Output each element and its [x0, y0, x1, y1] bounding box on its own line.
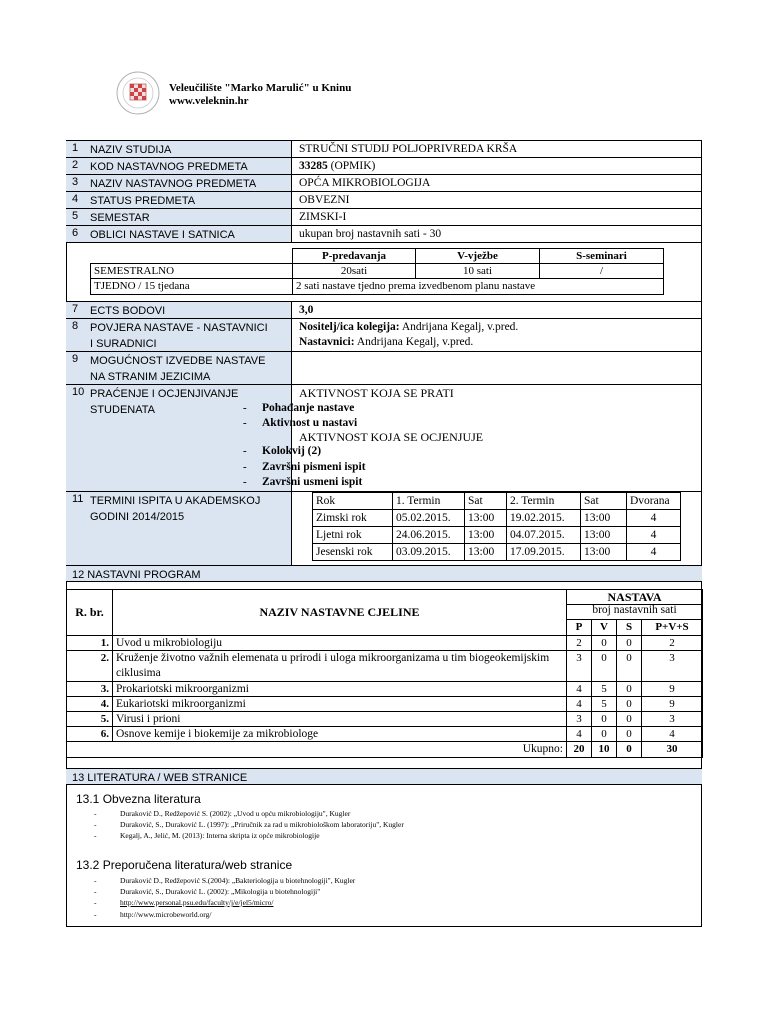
program-row-v: 5 — [591, 681, 617, 697]
exam-header-cell: Rok — [312, 492, 393, 510]
program-row-name: Uvod u mikrobiologiju — [112, 635, 567, 651]
hours-semestral-label: SEMESTRALNO — [90, 263, 293, 279]
exam-cell: 13:00 — [464, 526, 507, 544]
graded-activity-item: Kolokvij (2) — [262, 445, 322, 457]
exam-cell: 4 — [626, 543, 681, 561]
exam-cell: Ljetni rok — [312, 526, 393, 544]
row-study-name — [66, 140, 702, 157]
hours-semestral-lectures: 20sati — [292, 263, 416, 279]
hours-header-seminars: S-seminari — [539, 248, 664, 264]
hours-header-lectures: P-predavanja — [292, 248, 416, 264]
exam-cell: 17.09.2015. — [506, 543, 581, 561]
program-row-p: 4 — [566, 726, 592, 742]
row-label: KOD NASTAVNOG PREDMETA — [90, 161, 248, 173]
program-title-bar — [66, 565, 702, 582]
row-value: OBVEZNI — [299, 194, 350, 206]
row-ects: 7 ECTS BODOVI 3,0 — [66, 301, 702, 318]
program-header-unit: NAZIV NASTAVNE CJELINE — [112, 589, 567, 636]
institution-website[interactable]: www.veleknin.hr — [169, 95, 249, 107]
exam-cell: 13:00 — [580, 543, 627, 561]
row-number: 6 — [72, 227, 79, 239]
program-row-p: 4 — [566, 681, 592, 697]
mandatory-literature-title: 13.1 Obvezna literatura — [76, 792, 201, 806]
course-holder: Nositelj/ica kolegija: Andrijana Kegalj, v.pred. — [299, 321, 519, 333]
exam-header-cell: Dvorana — [626, 492, 681, 510]
program-row-s: 0 — [616, 650, 642, 682]
web-link[interactable]: http://www.personal.psu.edu/faculty/j/e/jel5/micro/ — [120, 898, 274, 907]
row-number: 3 — [72, 176, 79, 188]
hours-weekly-label: TJEDNO / 15 tjedana — [90, 278, 293, 295]
row-value: ZIMSKI-I — [299, 211, 347, 223]
tracked-activity-item: Pohađanje nastave — [262, 402, 355, 414]
literature-item: Duraković D., Redžepović S.(2004): „Bakteriologija u biotehnologiji", Kugler — [120, 876, 356, 885]
row-course-name — [66, 174, 702, 191]
program-row-number: 1. — [66, 635, 113, 651]
program-col-s: S — [616, 619, 642, 636]
tracked-activity-title: AKTIVNOST KOJA SE PRATI — [299, 386, 454, 400]
exam-header-cell: 1. Termin — [392, 492, 465, 510]
row-label: NAZIV STUDIJA — [90, 144, 172, 156]
graded-activity-title: AKTIVNOST KOJA SE OCJENJUJE — [299, 430, 484, 444]
row-number: 4 — [72, 193, 79, 205]
program-row-s: 0 — [616, 726, 642, 742]
program-col-v: V — [591, 619, 617, 636]
program-row-p: 3 — [566, 711, 592, 727]
row-value: 33285 (OPMIK) — [299, 160, 376, 172]
program-total-sum: 30 — [641, 741, 703, 758]
program-total-p: 20 — [566, 741, 592, 758]
program-row-s: 0 — [616, 696, 642, 712]
program-row-s: 0 — [616, 711, 642, 727]
program-row-number: 4. — [66, 696, 113, 712]
row-value: OPĆA MIKROBIOLOGIJA — [299, 177, 431, 189]
institution-logo-icon — [115, 70, 161, 116]
program-row-name: Eukariotski mikroorganizmi — [112, 696, 567, 712]
row-assessment: 10 PRAĆENJE I OCJENJIVANJE STUDENATA AKTIVNOST KOJA SE PRATI AKTIVNOST KOJA SE OCJENJUJE — [66, 384, 702, 491]
program-col-total: P+V+S — [641, 619, 703, 636]
literature-title-bar — [66, 768, 702, 785]
program-header-nastava: NASTAVA — [566, 589, 703, 605]
program-row-total: 9 — [641, 696, 703, 712]
exam-header-cell: Sat — [464, 492, 507, 510]
program-row-total: 9 — [641, 681, 703, 697]
row-course-code — [66, 157, 702, 174]
exam-cell: 4 — [626, 526, 681, 544]
graded-activity-item: Završni pismeni ispit — [262, 461, 366, 473]
program-row-name: Prokariotski mikroorganizmi — [112, 681, 567, 697]
literature-item: Kegalj, A., Jelić, M. (2013): Interna skripta iz opće mikrobiologije — [120, 831, 320, 840]
row-label: OBLICI NASTAVE I SATNICA — [90, 229, 235, 241]
program-header-rbr: R. br. — [66, 589, 113, 636]
program-total-v: 10 — [591, 741, 617, 758]
row-exam-dates: 11 TERMINI ISPITA U AKADEMSKOJ GODINI 2014/2015 — [66, 491, 702, 565]
program-row-v: 0 — [591, 711, 617, 727]
program-row-name: Osnove kemije i biokemije za mikrobiologe — [112, 726, 567, 742]
hours-weekly-value: 2 sati nastave tjedno prema izvedbenom planu nastave — [292, 278, 664, 295]
program-total-s: 0 — [616, 741, 642, 758]
program-header-hours: broj nastavnih sati — [566, 603, 703, 620]
exam-cell: 13:00 — [464, 543, 507, 561]
ects-value: 3,0 — [299, 304, 314, 316]
program-title: 12 NASTAVNI PROGRAM — [72, 569, 201, 581]
row-semester — [66, 208, 702, 225]
program-row-total: 2 — [641, 635, 703, 651]
program-row-v: 5 — [591, 696, 617, 712]
row-label: STATUS PREDMETA — [90, 195, 196, 207]
row-teaching-staff: 8 POVJERA NASTAVE - NASTAVNICI I SURADNICI Nositelj/ica kolegija: Andrijana Kegalj, v.pred. Nastavnici: Andrijana Kegalj, v.pred. — [66, 318, 702, 351]
program-row-v: 0 — [591, 650, 617, 682]
program-row-number: 2. — [66, 650, 113, 682]
tracked-activity-item: Aktivnost u nastavi — [262, 417, 358, 429]
exam-cell: 04.07.2015. — [506, 526, 581, 544]
recommended-literature-title: 13.2 Preporučena literatura/web stranice — [76, 858, 293, 872]
graded-activity-item: Završni usmeni ispit — [262, 476, 363, 488]
course-teachers: Nastavnici: Andrijana Kegalj, v.pred. — [299, 336, 474, 348]
row-label: NAZIV NASTAVNOG PREDMETA — [90, 178, 257, 190]
program-row-total: 4 — [641, 726, 703, 742]
program-row-total: 3 — [641, 711, 703, 727]
program-row-v: 0 — [591, 635, 617, 651]
exam-cell: Zimski rok — [312, 509, 393, 527]
program-row-name: Virusi i prioni — [112, 711, 567, 727]
hours-header-exercises: V-vježbe — [415, 248, 540, 264]
literature-title: 13 LITERATURA / WEB STRANICE — [72, 772, 248, 784]
program-row-number: 5. — [66, 711, 113, 727]
program-row-p: 3 — [566, 650, 592, 682]
web-link[interactable]: http://www.microbeworld.org/ — [120, 910, 212, 919]
exam-cell: 05.02.2015. — [392, 509, 465, 527]
exam-cell: 13:00 — [580, 526, 627, 544]
row-number: 2 — [72, 159, 79, 171]
program-row-v: 0 — [591, 726, 617, 742]
exam-cell: 19.02.2015. — [506, 509, 581, 527]
exam-cell: 4 — [626, 509, 681, 527]
row-course-status — [66, 191, 702, 208]
row-label: SEMESTAR — [90, 212, 150, 224]
hours-semestral-seminars: / — [539, 263, 664, 279]
program-row-p: 4 — [566, 696, 592, 712]
program-row-total: 3 — [641, 650, 703, 682]
exam-header-cell: 2. Termin — [506, 492, 581, 510]
literature-item: Duraković, S., Duraković L. (1997): „Priručnik za rad u mikrobiološkom laboratoriju", Kugler — [120, 820, 404, 829]
exam-cell: 13:00 — [464, 509, 507, 527]
exam-cell: Jesenski rok — [312, 543, 393, 561]
literature-item: Duraković, S., Duraković L. (2002): „Mikologija u biotehnologiji" — [120, 887, 321, 896]
program-row-s: 0 — [616, 681, 642, 697]
row-teaching-forms — [66, 225, 702, 242]
exam-cell: 13:00 — [580, 509, 627, 527]
row-number: 5 — [72, 210, 79, 222]
row-foreign-language: 9 MOGUĆNOST IZVEDBE NASTAVE NA STRANIM JEZICIMA — [66, 351, 702, 384]
row-number: 1 — [72, 142, 79, 154]
program-row-s: 0 — [616, 635, 642, 651]
program-row-number: 6. — [66, 726, 113, 742]
hours-semestral-exercises: 10 sati — [415, 263, 540, 279]
exam-cell: 03.09.2015. — [392, 543, 465, 561]
program-row-number: 3. — [66, 681, 113, 697]
program-total-label: Ukupno: — [66, 741, 567, 758]
exam-cell: 24.06.2015. — [392, 526, 465, 544]
exam-header-cell: Sat — [580, 492, 627, 510]
program-row-p: 2 — [566, 635, 592, 651]
row-value: ukupan broj nastavnih sati - 30 — [299, 228, 442, 240]
row-value: STRUČNI STUDIJ POLJOPRIVREDA KRŠA — [299, 143, 518, 155]
program-row-name: Kruženje životno važnih elemenata u prirodi i uloga mikroorganizama u tim biogeokemijskim ciklusima — [112, 650, 567, 682]
literature-item: Duraković D., Redžepović S. (2002): „Uvod u opću mikrobiologiju", Kugler — [120, 809, 351, 818]
institution-name: Veleučilište "Marko Marulić" u Kninu — [169, 82, 352, 94]
program-col-p: P — [566, 619, 592, 636]
